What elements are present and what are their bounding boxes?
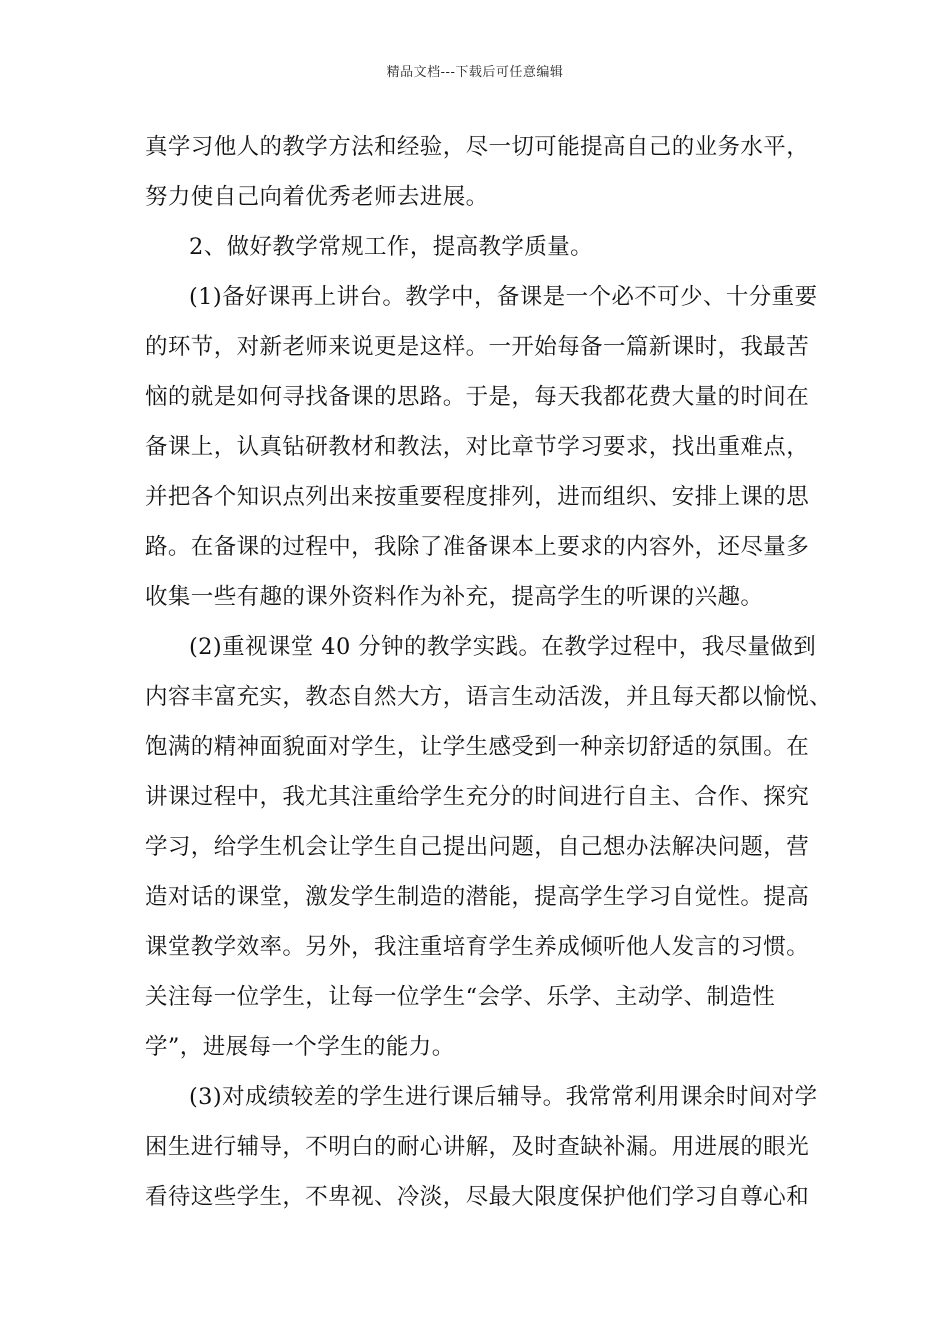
text-line: 关注每一位学生，让每一位学生“会学、乐学、主动学、制造性: [145, 984, 776, 1010]
page-header: 精品文档---下载后可任意编辑: [386, 65, 564, 80]
text-line: 真学习他人的教学方法和经验，尽一切可能提高自己的业务水平，: [145, 134, 810, 160]
text-line: 看待这些学生，不卑视、冷淡，尽最大限度保护他们学习自尊心和: [145, 1184, 810, 1210]
text-line: 备课上，认真钻研教材和教法，对比章节学习要求，找出重难点，: [145, 434, 810, 460]
text-line: 内容丰富充实，教态自然大方，语言生动活泼，并且每天都以愉悦、: [145, 684, 833, 710]
text-line: 收集一些有趣的课外资料作为补充，提高学生的听课的兴趣。: [145, 584, 764, 610]
text-line: 恼的就是如何寻找备课的思路。于是，每天我都花费大量的时间在: [145, 384, 810, 410]
text-line: 并把各个知识点列出来按重要程度排列，进而组织、安排上课的思: [145, 484, 810, 510]
text-line: 讲课过程中，我尤其注重给学生充分的时间进行自主、合作、探究: [145, 784, 810, 810]
text-line: 课堂教学效率。另外，我注重培育学生养成倾听他人发言的习惯。: [145, 934, 810, 960]
text-line: 努力使自己向着优秀老师去进展。: [145, 184, 489, 210]
text-line: 学”，进展每一个学生的能力。: [145, 1034, 455, 1060]
paragraph-first-line: (1)备好课再上讲台。教学中，备课是一个必不可少、十分重要: [189, 284, 818, 310]
paragraph-first-line: (2)重视课堂 40 分钟的教学实践。在教学过程中，我尽量做到: [189, 634, 817, 660]
paragraph-first-line: (3)对成绩较差的学生进行课后辅导。我常常利用课余时间对学: [189, 1084, 818, 1110]
text-line: 路。在备课的过程中，我除了准备课本上要求的内容外，还尽量多: [145, 534, 810, 560]
text-line: 学习，给学生机会让学生自己提出问题，自己想办法解决问题，营: [145, 834, 810, 860]
paragraph-first-line: 2、做好教学常规工作，提高教学质量。: [189, 234, 594, 260]
text-line: 造对话的课堂，激发学生制造的潜能，提高学生学习自觉性。提高: [145, 884, 810, 910]
text-line: 饱满的精神面貌面对学生，让学生感受到一种亲切舒适的氛围。在: [145, 734, 810, 760]
document-body: [145, 122, 833, 1222]
text-line: 困生进行辅导，不明白的耐心讲解，及时查缺补漏。用进展的眼光: [145, 1134, 810, 1160]
text-line: 的环节，对新老师来说更是这样。一开始每备一篇新课时，我最苦: [145, 334, 810, 360]
